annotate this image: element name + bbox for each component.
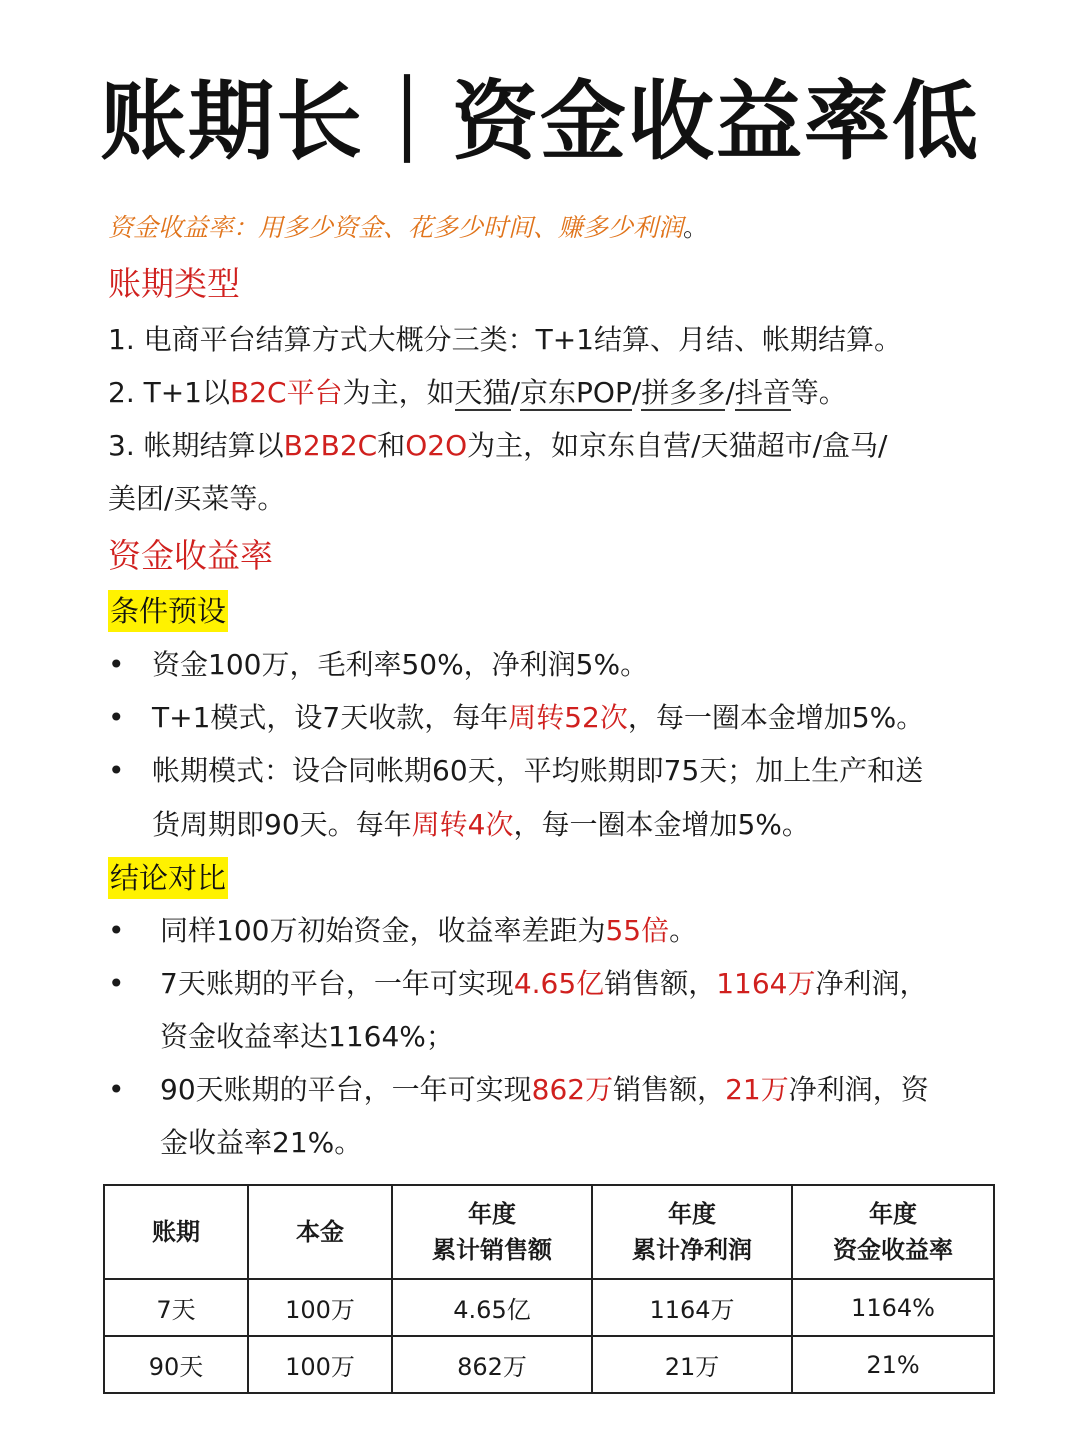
item3-part: 为主，如京东自营/天猫超市/盒马/ xyxy=(467,429,888,462)
item2-part: 2. T+1以 xyxy=(108,376,230,409)
table-cell: 21% xyxy=(792,1336,994,1393)
condition-2 xyxy=(152,698,924,738)
table-cell: 862万 xyxy=(392,1336,592,1393)
c2-part: T+1模式，设7天收款，每年 xyxy=(152,701,509,734)
table-cell: 1164万 xyxy=(592,1279,792,1336)
r2-sales: 4.65亿 xyxy=(513,967,605,1000)
r2-profit: 1164万 xyxy=(716,967,816,1000)
bullet-icon: • xyxy=(108,914,125,947)
table-row xyxy=(104,1336,994,1393)
header-line: 累计销售额 xyxy=(432,1236,552,1264)
header-line: 年度 xyxy=(869,1200,917,1228)
item2-tmall: 天猫 xyxy=(454,376,511,409)
table-cell: 21万 xyxy=(592,1336,792,1393)
table-cell: 100万 xyxy=(248,1279,392,1336)
table-header-cell xyxy=(592,1185,792,1279)
r2-part: 7天账期的平台，一年可实现 xyxy=(160,967,514,1000)
item2-b2c: B2C平台 xyxy=(230,376,343,409)
section-heading-roi: 资金收益率 xyxy=(108,536,273,575)
header-line: 账期 xyxy=(152,1218,200,1246)
r1-part: 同样100万初始资金，收益率差距为 xyxy=(160,914,606,947)
result-2-cont: 资金收益率达1164%； xyxy=(160,1020,454,1053)
section-heading-billing-types: 账期类型 xyxy=(108,264,240,303)
page-title: 账期长｜资金收益率低 xyxy=(100,72,980,172)
r1-gap: 55倍 xyxy=(605,914,670,947)
r3-profit: 21万 xyxy=(725,1073,789,1106)
table-row xyxy=(104,1279,994,1336)
item3-b2b2c: B2B2C xyxy=(283,429,378,462)
list-item-1: 1. 电商平台结算方式大概分三类：T+1结算、月结、帐期结算。 xyxy=(108,323,902,356)
item2-jdpop: 京东POP xyxy=(520,376,632,409)
header-line: 年度 xyxy=(668,1200,716,1228)
table-cell: 1164% xyxy=(792,1279,994,1336)
list-item-3 xyxy=(108,426,978,466)
item2-pdd: 拼多多 xyxy=(641,376,726,409)
c2-turnover: 周转52次 xyxy=(508,701,628,734)
r3-part: 净利润，资 xyxy=(788,1073,929,1106)
bullet-icon: • xyxy=(108,754,125,787)
condition-3: 帐期模式：设合同帐期60天，平均账期即75天；加上生产和送 xyxy=(152,754,924,787)
bullet-icon: • xyxy=(108,701,125,734)
result-2 xyxy=(160,964,927,1004)
list-item-3-cont: 美团/买菜等。 xyxy=(108,482,286,515)
header-line: 资金收益率 xyxy=(833,1236,953,1264)
table-cell: 90天 xyxy=(104,1336,248,1393)
header-line: 累计净利润 xyxy=(632,1236,752,1264)
item3-o2o: O2O xyxy=(405,429,468,462)
bullet-icon: • xyxy=(108,648,125,681)
c3-part: ，每一圈本金增加5%。 xyxy=(513,808,810,841)
item2-slash: / xyxy=(725,376,735,409)
table-header-cell xyxy=(104,1185,248,1279)
c3-turnover: 周转4次 xyxy=(411,808,514,841)
table-header-cell xyxy=(792,1185,994,1279)
table-cell: 7天 xyxy=(104,1279,248,1336)
c3-part: 货周期即90天。每年 xyxy=(152,808,412,841)
r3-part: 销售额， xyxy=(613,1073,726,1106)
item2-part: 为主，如 xyxy=(342,376,455,409)
item3-part: 和 xyxy=(377,429,406,462)
comparison-table xyxy=(103,1184,995,1394)
definition-text xyxy=(108,210,708,246)
r2-part: 销售额， xyxy=(604,967,717,1000)
r3-part: 90天账期的平台，一年可实现 xyxy=(160,1073,532,1106)
table-cell: 100万 xyxy=(248,1336,392,1393)
table-cell: 4.65亿 xyxy=(392,1279,592,1336)
list-item-2 xyxy=(108,373,978,413)
conclusion-label: 结论对比 xyxy=(108,857,228,899)
item2-slash: / xyxy=(631,376,642,409)
bullet-icon: • xyxy=(108,1073,125,1106)
definition-end: 。 xyxy=(683,213,709,242)
item2-part: 等。 xyxy=(790,376,847,409)
result-3 xyxy=(160,1070,929,1110)
table-header-cell xyxy=(392,1185,592,1279)
result-1 xyxy=(160,911,697,951)
header-line: 本金 xyxy=(296,1218,344,1246)
table-header-row xyxy=(104,1185,994,1279)
r3-sales: 862万 xyxy=(531,1073,614,1106)
conditions-label: 条件预设 xyxy=(108,590,228,632)
condition-1: 资金100万，毛利率50%，净利润5%。 xyxy=(152,648,649,681)
item2-slash: / xyxy=(510,376,521,409)
item3-part: 3. 帐期结算以 xyxy=(108,429,284,462)
r2-part: 净利润， xyxy=(815,967,928,1000)
bullet-icon: • xyxy=(108,967,125,1000)
item2-douyin: 抖音 xyxy=(734,376,791,409)
table-header-cell xyxy=(248,1185,392,1279)
condition-3-cont xyxy=(152,805,810,845)
result-3-cont: 金收益率21%。 xyxy=(160,1126,363,1159)
c2-part: ，每一圈本金增加5%。 xyxy=(627,701,925,734)
r1-part: 。 xyxy=(669,914,698,947)
header-line: 年度 xyxy=(468,1200,516,1228)
definition-body: 资金收益率：用多少资金、花多少时间、赚多少利润 xyxy=(108,213,684,242)
